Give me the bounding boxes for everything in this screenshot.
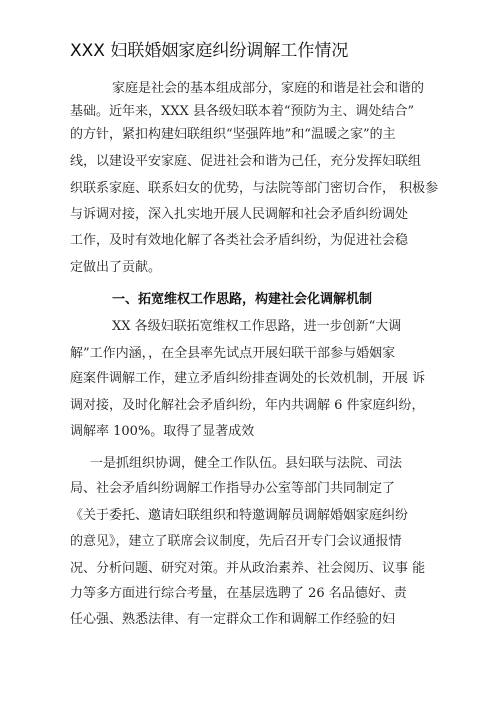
paragraph-line: 解”工作内涵，，在全县率先试点开展妇联干部参与婚姻家	[70, 346, 396, 361]
section-heading: 一、拓宽维权工作思路，构建社会化调解机制	[112, 292, 373, 307]
paragraph-line: 庭案件调解工作，建立矛盾纠纷排查调处的长效机制，开展 诉	[70, 371, 426, 386]
paragraph-line: 《关于委托、邀请妇联组织和特邀调解员调解婚姻家庭纠纷	[70, 508, 409, 523]
paragraph-line: 基础。近年来，XXX 县各级妇联本着“预防为主、调处结合”	[70, 104, 415, 119]
paragraph-line: 织联系家庭、联系妇女的优势，与法院等部门密切合作， 积极参	[70, 181, 439, 196]
paragraph-line: 一是抓组织协调，健全工作队伍。县妇联与法院、司法	[90, 456, 403, 471]
paragraph-line: 线，以建设平安家庭、促进社会和谐为己任，充分发挥妇联组	[70, 154, 422, 169]
paragraph-line: 任心强、熟悉法律、有一定群众工作和调解工作经验的妇	[70, 612, 396, 627]
paragraph-line: 与诉调对接，深入扎实地开展人民调解和社会矛盾纠纷调处	[70, 207, 409, 222]
paragraph-line: 调对接，及时化解社会矛盾纠纷，年内共调解 6 件家庭纠纷，	[70, 398, 425, 413]
paragraph-line: 工作，及时有效地化解了各类社会矛盾纠纷，为促进社会稳	[70, 233, 409, 248]
paragraph-line: 力等多方面进行综合考量，在基层选聘了 26 名品德好、责	[70, 586, 407, 601]
paragraph-line: 的意见》，建立了联席会议制度，先后召开专门会议通报情	[70, 534, 402, 549]
document-title: XXX 妇联婚姻家庭纠纷调解工作情况	[70, 41, 349, 61]
paragraph-line: 况、分析问题、研究对策。并从政治素养、社会阅历、议事 能	[70, 561, 426, 576]
paragraph-line: XX 各级妇联拓宽维权工作思路，进一步创新“大调	[112, 319, 402, 334]
paragraph-line: 定做出了贡献。	[70, 260, 162, 275]
paragraph-line: 调解率 100%。取得了显著成效	[70, 424, 255, 439]
paragraph-line: 局、社会矛盾纠纷调解工作指导办公室等部门共同制定了	[70, 481, 396, 496]
paragraph-line: 家庭是社会的基本组成部分，家庭的和谐是社会和谐的	[112, 81, 425, 96]
paragraph-line: 的方针，紧扣构建妇联组织“坚强阵地”和“温暖之家”的主	[70, 127, 396, 142]
